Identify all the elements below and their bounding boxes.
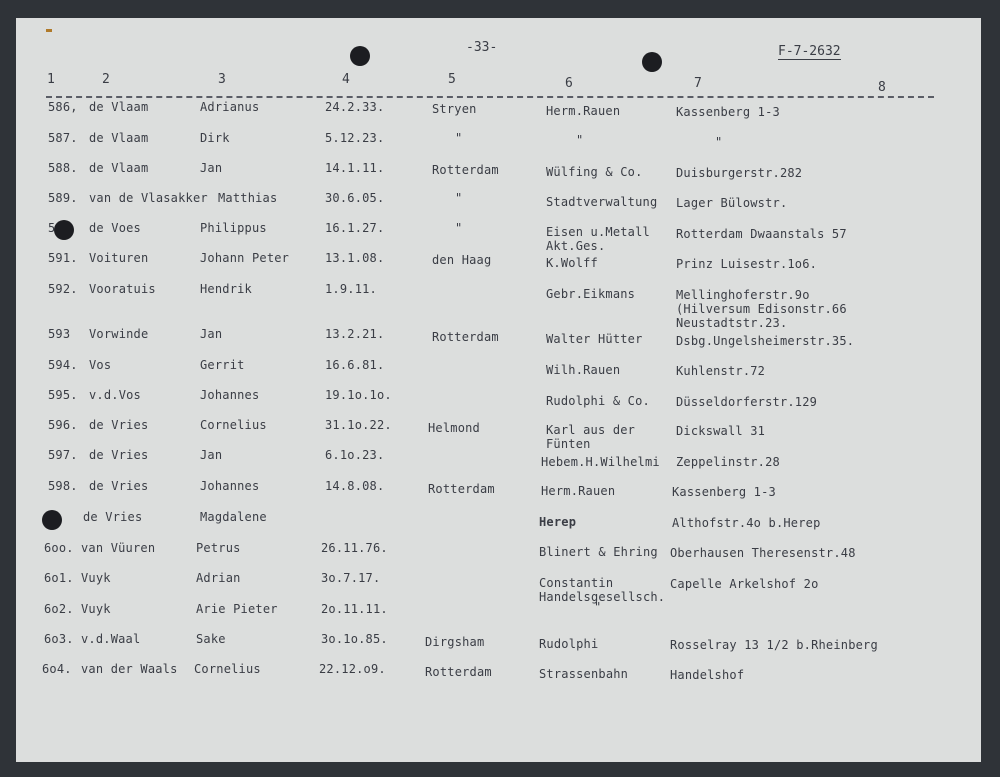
entry-number: 597.	[48, 448, 78, 462]
entry-given-name: Jan	[200, 327, 223, 341]
entry-employer: Eisen u.Metall Akt.Ges.	[546, 225, 650, 253]
punch-hole-top-left	[350, 46, 370, 66]
entry-birth-place: Rotterdam	[432, 163, 499, 177]
entry-birth-date: 30.6.05.	[325, 191, 385, 205]
entry-employer: "	[594, 600, 602, 614]
entry-number: 591.	[48, 251, 78, 265]
punch-hole-left-2	[42, 510, 62, 530]
entry-surname: van de Vlasakker	[89, 191, 208, 205]
entry-surname: van Vüuren	[81, 541, 156, 555]
column-number: 2	[102, 72, 110, 87]
entry-birth-date: 3o.1o.85.	[321, 632, 388, 646]
entry-address: Zeppelinstr.28	[676, 455, 780, 469]
entry-birth-date: 14.8.08.	[325, 479, 385, 493]
entry-employer: "	[576, 133, 584, 147]
entry-employer: Stadtverwaltung	[546, 195, 658, 209]
entry-address: Lager Bülowstr.	[676, 196, 788, 210]
entry-surname: v.d.Vos	[89, 388, 141, 402]
ink-mark	[46, 29, 52, 32]
entry-birth-place: Helmond	[428, 421, 480, 435]
entry-birth-place: "	[455, 221, 463, 235]
entry-given-name: Adrianus	[200, 100, 260, 114]
entry-employer: Karl aus der Fünten	[546, 423, 636, 451]
column-number: 8	[878, 80, 886, 95]
entry-employer: Gebr.Eikmans	[546, 287, 636, 301]
entry-given-name: Adrian	[196, 571, 241, 585]
entry-birth-date: 22.12.o9.	[319, 662, 386, 676]
entry-surname: Voituren	[89, 251, 149, 265]
entry-surname: de Voes	[89, 221, 141, 235]
entry-surname: Vuyk	[81, 571, 111, 585]
entry-address: Handelshof	[670, 668, 745, 682]
entry-surname: de Vlaam	[89, 131, 149, 145]
entry-number: 588.	[48, 161, 78, 175]
entry-address: "	[715, 135, 723, 149]
entry-birth-date: 5.12.23.	[325, 131, 385, 145]
entry-number: 586,	[48, 100, 78, 114]
entry-surname: v.d.Waal	[81, 632, 141, 646]
header-rule	[46, 96, 934, 98]
entry-given-name: Sake	[196, 632, 226, 646]
entry-address: Rosselray 13 1/2 b.Rheinberg	[670, 638, 878, 652]
entry-address: Mellinghoferstr.9o (Hilversum Edisonstr.66 Neustadtstr.23.	[676, 288, 847, 330]
entry-address: Capelle Arkelshof 2o	[670, 577, 819, 591]
entry-birth-date: 31.1o.22.	[325, 418, 392, 432]
entry-birth-date: 26.11.76.	[321, 541, 388, 555]
entry-surname: de Vries	[83, 510, 143, 524]
entry-birth-place: Rotterdam	[425, 665, 492, 679]
entry-number: 595.	[48, 388, 78, 402]
entry-birth-date: 19.1o.1o.	[325, 388, 392, 402]
entry-number: 594.	[48, 358, 78, 372]
entry-given-name: Hendrik	[200, 282, 252, 296]
entry-given-name: Petrus	[196, 541, 241, 555]
entry-birth-date: 3o.7.17.	[321, 571, 381, 585]
page-number: -33-	[466, 40, 498, 55]
entry-address: Dsbg.Ungelsheimerstr.35.	[676, 334, 855, 348]
entry-given-name: Johann Peter	[200, 251, 290, 265]
entry-given-name: Cornelius	[194, 662, 261, 676]
entry-birth-date: 6.1o.23.	[325, 448, 385, 462]
entry-birth-date: 16.1.27.	[325, 221, 385, 235]
entry-birth-place: Dirgsham	[425, 635, 485, 649]
entry-birth-date: 13.2.21.	[325, 327, 385, 341]
entry-birth-place: den Haag	[432, 253, 492, 267]
punch-hole-left-1	[54, 220, 74, 240]
entry-address: Oberhausen Theresenstr.48	[670, 546, 856, 560]
column-number: 5	[448, 72, 456, 87]
entry-number: 6o3.	[44, 632, 74, 646]
entry-employer: Herm.Rauen	[541, 484, 616, 498]
entry-number: 592.	[48, 282, 78, 296]
column-number: 3	[218, 72, 226, 87]
entry-number: 593	[48, 327, 71, 341]
entry-employer: Herm.Rauen	[546, 104, 621, 118]
entry-surname: Vorwinde	[89, 327, 149, 341]
entry-number: 5	[48, 221, 56, 235]
entry-address: Kassenberg 1-3	[676, 105, 780, 119]
entry-surname: de Vries	[89, 448, 149, 462]
entry-number: 6o2.	[44, 602, 74, 616]
entry-birth-place: "	[455, 191, 463, 205]
entry-birth-place: Rotterdam	[432, 330, 499, 344]
entry-given-name: Jan	[200, 161, 223, 175]
entry-number: 587.	[48, 131, 78, 145]
entry-birth-place: Stryen	[432, 102, 477, 116]
entry-surname: van der Waals	[81, 662, 178, 676]
entry-birth-place: "	[455, 131, 463, 145]
entry-number: 598.	[48, 479, 78, 493]
entry-address: Prinz Luisestr.1o6.	[676, 257, 818, 271]
entry-employer: Rudolphi & Co.	[546, 394, 650, 408]
entry-given-name: Johannes	[200, 479, 260, 493]
entry-given-name: Magdalene	[200, 510, 267, 524]
entry-employer: Walter Hütter	[546, 332, 643, 346]
entry-given-name: Cornelius	[200, 418, 267, 432]
column-number: 6	[565, 76, 573, 91]
entry-employer: Hebem.H.Wilhelmi	[541, 455, 660, 469]
entry-birth-place: Rotterdam	[428, 482, 495, 496]
entry-employer: Herep	[539, 515, 577, 529]
entry-surname: de Vries	[89, 479, 149, 493]
entry-address: Dickswall 31	[676, 424, 766, 438]
entry-birth-date: 1.9.11.	[325, 282, 377, 296]
entry-number: 6o4.	[42, 662, 72, 676]
entry-number: 6o1.	[44, 571, 74, 585]
entry-number: 596.	[48, 418, 78, 432]
entry-surname: de Vlaam	[89, 161, 149, 175]
entry-number: 589.	[48, 191, 78, 205]
entry-surname: de Vries	[89, 418, 149, 432]
column-number: 7	[694, 76, 702, 91]
entry-employer: Constantin Handelsgesellsch.	[539, 576, 666, 604]
entry-address: Düsseldorferstr.129	[676, 395, 818, 409]
entry-given-name: Jan	[200, 448, 223, 462]
entry-surname: Vos	[89, 358, 112, 372]
entry-number: 6oo.	[44, 541, 74, 555]
entry-address: Kuhlenstr.72	[676, 364, 766, 378]
entry-given-name: Arie Pieter	[196, 602, 278, 616]
column-number: 1	[47, 72, 55, 87]
entry-address: Kassenberg 1-3	[672, 485, 776, 499]
entry-birth-date: 13.1.08.	[325, 251, 385, 265]
entry-given-name: Dirk	[200, 131, 230, 145]
entry-address: Althofstr.4o b.Herep	[672, 516, 821, 530]
entry-employer: K.Wolff	[546, 256, 598, 270]
entry-employer: Wilh.Rauen	[546, 363, 621, 377]
column-number: 4	[342, 72, 350, 87]
entry-address: Duisburgerstr.282	[676, 166, 803, 180]
entry-given-name: Gerrit	[200, 358, 245, 372]
entry-given-name: Johannes	[200, 388, 260, 402]
entry-address: Rotterdam Dwaanstals 57	[676, 227, 847, 241]
entry-surname: Vuyk	[81, 602, 111, 616]
entry-employer: Rudolphi	[539, 637, 599, 651]
entry-birth-date: 16.6.81.	[325, 358, 385, 372]
punch-hole-top-right	[642, 52, 662, 72]
entry-given-name: Matthias	[218, 191, 278, 205]
entry-birth-date: 2o.11.11.	[321, 602, 388, 616]
entry-employer: Strassenbahn	[539, 667, 629, 681]
entry-given-name: Philippus	[200, 221, 267, 235]
entry-surname: de Vlaam	[89, 100, 149, 114]
entry-employer: Blinert & Ehring	[539, 545, 658, 559]
entry-birth-date: 24.2.33.	[325, 100, 385, 114]
entry-employer: Wülfing & Co.	[546, 165, 643, 179]
entry-surname: Vooratuis	[89, 282, 156, 296]
entry-birth-date: 14.1.11.	[325, 161, 385, 175]
file-reference: F-7-2632	[778, 44, 841, 59]
